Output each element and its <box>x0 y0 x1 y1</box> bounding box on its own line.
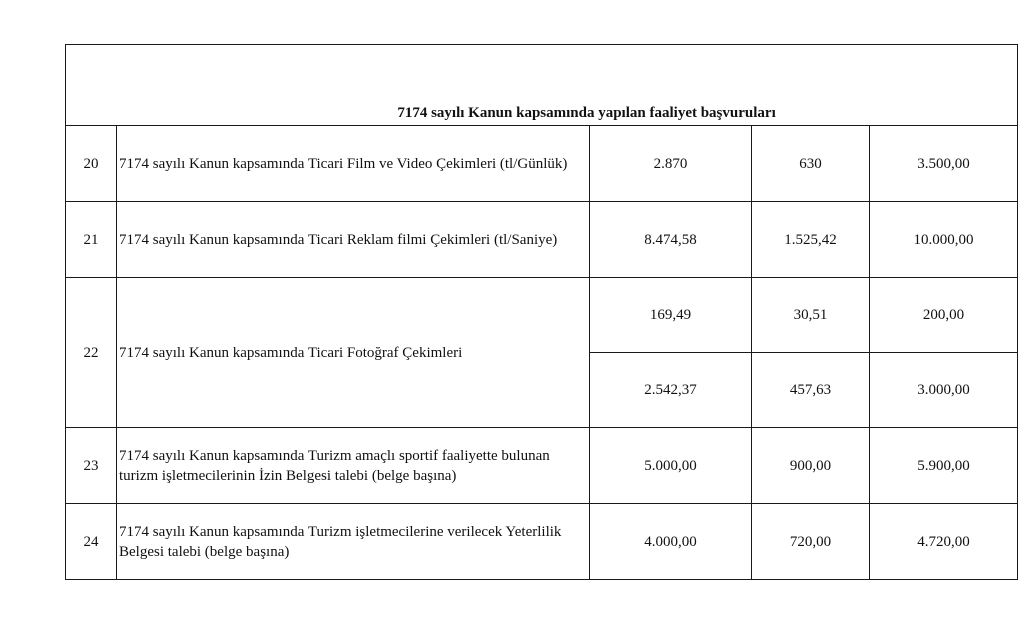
total-amount: 3.000,00 <box>870 353 1018 428</box>
row-description: 7174 sayılı Kanun kapsamında Ticari Reklam filmi Çekimleri (tl/Saniye) <box>117 202 590 278</box>
row-number: 21 <box>66 202 117 278</box>
tax-amount: 900,00 <box>752 428 870 504</box>
net-amount: 169,49 <box>590 278 752 353</box>
row-number: 23 <box>66 428 117 504</box>
row-number: 20 <box>66 126 117 202</box>
row-description: 7174 sayılı Kanun kapsamında Ticari Fotoğraf Çekimleri <box>117 278 590 428</box>
net-amount: 4.000,00 <box>590 504 752 580</box>
table-title: 7174 sayılı Kanun kapsamında yapılan faaliyet başvuruları <box>397 105 776 121</box>
total-amount: 10.000,00 <box>870 202 1018 278</box>
table-row <box>66 202 1018 278</box>
tax-amount: 457,63 <box>752 353 870 428</box>
tax-amount: 1.525,42 <box>752 202 870 278</box>
net-amount: 2.542,37 <box>590 353 752 428</box>
tax-amount: 720,00 <box>752 504 870 580</box>
row-description: 7174 sayılı Kanun kapsamında Turizm amaçlı sportif faaliyette bulunan turizm işletmecilerinin İzin Belgesi talebi (belge başına) <box>117 428 590 504</box>
net-amount: 2.870 <box>590 126 752 202</box>
table-row <box>66 504 1018 580</box>
fee-table <box>65 44 1018 580</box>
document-page <box>65 44 1017 590</box>
row-description: 7174 sayılı Kanun kapsamında Turizm işletmecilerine verilecek Yeterlilik Belgesi talebi (belge başına) <box>117 504 590 580</box>
table-row <box>66 126 1018 202</box>
tax-amount: 630 <box>752 126 870 202</box>
total-amount: 200,00 <box>870 278 1018 353</box>
row-description: 7174 sayılı Kanun kapsamında Ticari Film ve Video Çekimleri (tl/Günlük) <box>117 126 590 202</box>
table-row <box>66 428 1018 504</box>
total-amount: 4.720,00 <box>870 504 1018 580</box>
net-amount: 8.474,58 <box>590 202 752 278</box>
total-amount: 5.900,00 <box>870 428 1018 504</box>
table-title-row <box>66 45 1018 126</box>
net-amount: 5.000,00 <box>590 428 752 504</box>
tax-amount: 30,51 <box>752 278 870 353</box>
table-row <box>66 278 1018 353</box>
row-number: 22 <box>66 278 117 428</box>
row-number: 24 <box>66 504 117 580</box>
table-title-cell <box>66 45 1018 126</box>
total-amount: 3.500,00 <box>870 126 1018 202</box>
